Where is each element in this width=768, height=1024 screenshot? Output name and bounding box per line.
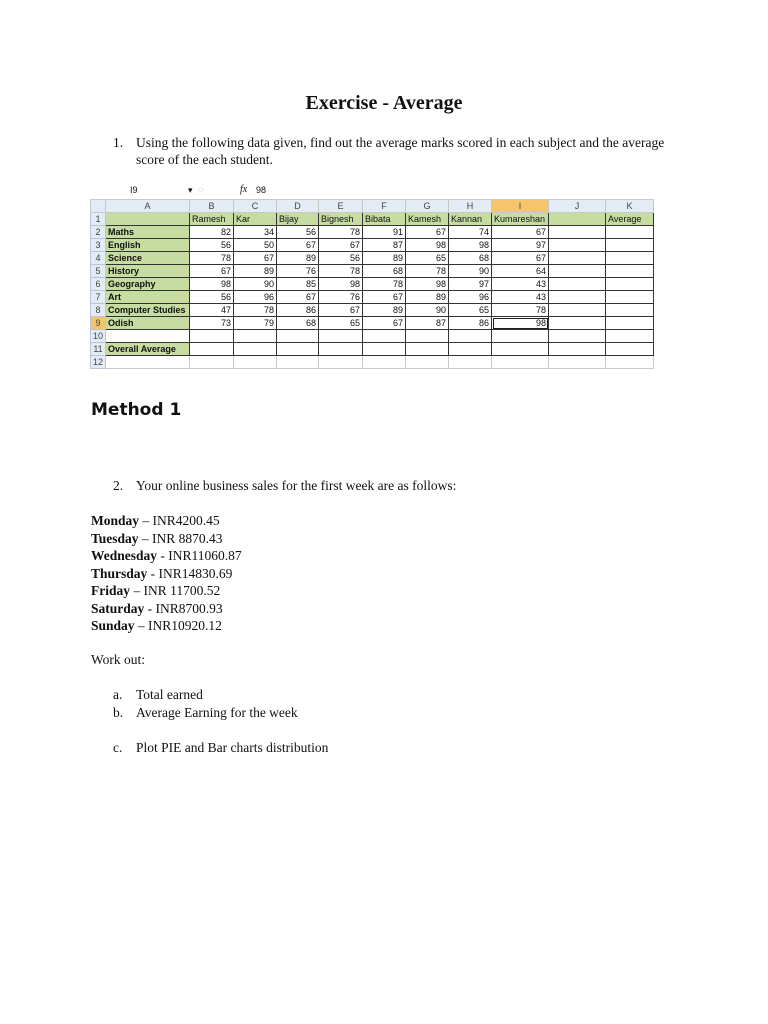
score-cell: 74	[449, 226, 492, 239]
cell	[549, 252, 606, 265]
overall-average-row	[91, 343, 654, 356]
score-cell: 82	[190, 226, 234, 239]
cell	[549, 291, 606, 304]
score-cell: 86	[449, 317, 492, 330]
function-wizard-icon: ◌	[198, 184, 204, 194]
day-name: Tuesday	[91, 530, 139, 546]
header-cell: Bignesh	[319, 213, 363, 226]
score-cell: 98	[190, 278, 234, 291]
sales-item	[91, 600, 242, 618]
list-letter: c.	[113, 739, 123, 755]
header-cell: Bibata	[363, 213, 406, 226]
cell	[549, 356, 606, 369]
cell	[190, 330, 234, 343]
score-cell: 67	[492, 252, 549, 265]
cell	[606, 278, 654, 291]
table-row	[91, 356, 654, 369]
score-cell: 96	[449, 291, 492, 304]
score-cell: 67	[363, 317, 406, 330]
day-name: Friday	[91, 583, 130, 598]
cell	[449, 343, 492, 356]
table-row	[91, 239, 654, 252]
cell	[549, 278, 606, 291]
score-cell: 65	[449, 304, 492, 317]
score-cell: 96	[234, 291, 277, 304]
amount: INR 11700.52	[143, 583, 221, 598]
day-name: Wednesday	[91, 548, 158, 563]
score-cell: 78	[363, 278, 406, 291]
score-cell: 67	[277, 239, 319, 252]
header-cell: Average	[606, 213, 654, 226]
score-cell: 67	[319, 304, 363, 317]
score-cell: 78	[319, 226, 363, 239]
cell	[319, 330, 363, 343]
score-cell: 89	[277, 252, 319, 265]
score-cell: 90	[234, 278, 277, 291]
cell	[363, 330, 406, 343]
cell	[492, 343, 549, 356]
table-row	[91, 304, 654, 317]
score-cell: 65	[406, 252, 449, 265]
separator: -	[147, 565, 159, 581]
row-number: 7	[91, 291, 106, 304]
cell	[606, 226, 654, 239]
row-number: 5	[91, 265, 106, 278]
header-cell: Kannan	[449, 213, 492, 226]
score-cell: 79	[234, 317, 277, 330]
separator: –	[139, 513, 153, 528]
row-number: 8	[91, 304, 106, 317]
row-number: 9	[91, 317, 106, 330]
amount: INR10920.12	[148, 618, 222, 633]
score-cell: 90	[406, 304, 449, 317]
subject-cell: English	[106, 239, 190, 252]
subject-cell: Art	[106, 291, 190, 304]
score-cell: 98	[319, 278, 363, 291]
score-cell: 98	[449, 239, 492, 252]
list-letter: a.	[113, 687, 123, 702]
dropdown-arrow-icon: ▾	[188, 185, 193, 195]
score-cell: 78	[234, 304, 277, 317]
score-cell: 89	[406, 291, 449, 304]
cell	[449, 330, 492, 343]
cell	[549, 239, 606, 252]
column-letter: I	[492, 200, 549, 213]
score-cell: 76	[319, 291, 363, 304]
cell	[549, 226, 606, 239]
row-number: 2	[91, 226, 106, 239]
subject-cell: Maths	[106, 226, 190, 239]
amount: INR 8870.43	[152, 530, 223, 546]
row-number: 4	[91, 252, 106, 265]
cell	[492, 356, 549, 369]
formula-bar	[90, 183, 680, 199]
score-cell: 67	[277, 291, 319, 304]
column-letter: K	[606, 200, 654, 213]
table-row	[91, 226, 654, 239]
header-cell	[549, 213, 606, 226]
score-cell: 56	[277, 226, 319, 239]
score-cell: 89	[363, 252, 406, 265]
cell	[492, 330, 549, 343]
cell	[606, 252, 654, 265]
question-1	[113, 134, 683, 168]
table-row	[91, 330, 654, 343]
subject-cell: Science	[106, 252, 190, 265]
cell	[606, 265, 654, 278]
amount: INR11060.87	[168, 548, 242, 563]
day-name: Saturday	[91, 600, 145, 616]
cell	[277, 330, 319, 343]
question-text: Using the following data given, find out the average marks scored in each subject and the average score of the each student.	[136, 135, 665, 167]
cell	[549, 304, 606, 317]
score-cell: 98	[492, 317, 549, 330]
score-cell: 56	[190, 291, 234, 304]
column-letter: G	[406, 200, 449, 213]
row-number: 1	[91, 213, 106, 226]
row-number: 12	[91, 356, 106, 369]
cell	[606, 343, 654, 356]
cell	[606, 291, 654, 304]
score-cell: 90	[449, 265, 492, 278]
score-cell: 43	[492, 291, 549, 304]
cell	[549, 343, 606, 356]
question-2	[113, 478, 457, 494]
table-row	[91, 252, 654, 265]
score-cell: 87	[406, 317, 449, 330]
cell	[549, 330, 606, 343]
cell	[277, 343, 319, 356]
score-cell: 67	[319, 239, 363, 252]
score-cell: 89	[363, 304, 406, 317]
list-text: Average Earning for the week	[136, 704, 298, 720]
overall-average-label: Overall Average	[106, 343, 190, 356]
sales-item	[91, 512, 242, 530]
sales-item	[91, 530, 242, 548]
cell	[363, 356, 406, 369]
column-letter: A	[106, 200, 190, 213]
sales-item	[91, 547, 242, 565]
amount: INR4200.45	[152, 513, 220, 528]
row-number: 3	[91, 239, 106, 252]
score-cell: 86	[277, 304, 319, 317]
page-title: Exercise - Average	[305, 92, 463, 114]
score-cell: 67	[406, 226, 449, 239]
list-text: Plot PIE and Bar charts distribution	[136, 739, 329, 755]
score-cell: 68	[449, 252, 492, 265]
score-cell: 97	[449, 278, 492, 291]
cell	[234, 330, 277, 343]
separator: -	[157, 548, 169, 563]
method-heading: Method 1	[91, 400, 182, 420]
subject-cell: Computer Studies	[106, 304, 190, 317]
sheet-grid	[90, 199, 654, 369]
column-letter: F	[363, 200, 406, 213]
formula-value: 98	[256, 185, 267, 195]
header-cell: Kar	[234, 213, 277, 226]
subject-cell: Odish	[106, 317, 190, 330]
column-letter: D	[277, 200, 319, 213]
table-row	[91, 278, 654, 291]
spreadsheet-screenshot	[90, 183, 680, 369]
cell	[234, 356, 277, 369]
score-cell: 78	[190, 252, 234, 265]
header-cell	[106, 213, 190, 226]
cell	[319, 343, 363, 356]
row-number: 11	[91, 343, 106, 356]
score-cell: 34	[234, 226, 277, 239]
separator: -	[144, 600, 156, 616]
score-cell: 43	[492, 278, 549, 291]
day-name: Monday	[91, 513, 140, 528]
amount: INR14830.69	[158, 565, 233, 581]
sales-item	[91, 617, 242, 635]
cell	[606, 239, 654, 252]
cell	[277, 356, 319, 369]
column-letter: B	[190, 200, 234, 213]
header-cell: Kumareshan	[492, 213, 549, 226]
cell	[449, 356, 492, 369]
score-cell: 98	[406, 239, 449, 252]
cell	[606, 330, 654, 343]
score-cell: 73	[190, 317, 234, 330]
table-row	[91, 265, 654, 278]
separator: –	[134, 618, 149, 633]
cell	[549, 317, 606, 330]
score-cell: 78	[406, 265, 449, 278]
subject-cell: Geography	[106, 278, 190, 291]
score-cell: 67	[190, 265, 234, 278]
score-cell: 91	[363, 226, 406, 239]
score-cell: 56	[319, 252, 363, 265]
cell	[234, 343, 277, 356]
amount: INR8700.93	[155, 600, 223, 616]
column-letter: H	[449, 200, 492, 213]
separator: –	[138, 530, 153, 546]
score-cell: 64	[492, 265, 549, 278]
cell	[606, 304, 654, 317]
score-cell: 85	[277, 278, 319, 291]
day-name: Thursday	[91, 565, 148, 581]
cell	[190, 356, 234, 369]
score-cell: 67	[363, 291, 406, 304]
score-cell: 47	[190, 304, 234, 317]
header-cell: Kamesh	[406, 213, 449, 226]
score-cell: 68	[363, 265, 406, 278]
score-cell: 98	[406, 278, 449, 291]
list-text: Total earned	[136, 687, 203, 702]
cell	[406, 343, 449, 356]
score-cell: 65	[319, 317, 363, 330]
name-box: I9	[130, 185, 138, 195]
day-name: Sunday	[91, 618, 135, 633]
row-number: 6	[91, 278, 106, 291]
score-cell: 67	[234, 252, 277, 265]
question-number: 2.	[113, 478, 124, 493]
question-number: 1.	[113, 135, 124, 150]
score-cell: 78	[319, 265, 363, 278]
score-cell: 97	[492, 239, 549, 252]
cell	[106, 356, 190, 369]
cell	[606, 317, 654, 330]
table-row	[91, 317, 654, 330]
cell	[190, 343, 234, 356]
cell	[606, 356, 654, 369]
column-letter: J	[549, 200, 606, 213]
score-cell: 89	[234, 265, 277, 278]
select-all-corner	[91, 200, 106, 213]
cell	[406, 356, 449, 369]
question-text: Your online business sales for the first week are as follows:	[136, 478, 457, 493]
table-row	[91, 291, 654, 304]
column-letter: C	[234, 200, 277, 213]
header-cell: Ramesh	[190, 213, 234, 226]
score-cell: 87	[363, 239, 406, 252]
cell	[319, 356, 363, 369]
column-header-row	[91, 200, 654, 213]
header-cell: Bijay	[277, 213, 319, 226]
cell	[549, 265, 606, 278]
work-out-label: Work out:	[91, 652, 146, 667]
fx-icon: fx	[240, 184, 248, 195]
score-cell: 67	[492, 226, 549, 239]
subject-cell: History	[106, 265, 190, 278]
cell	[406, 330, 449, 343]
score-cell: 76	[277, 265, 319, 278]
cell	[106, 330, 190, 343]
list-letter: b.	[113, 704, 124, 720]
score-cell: 50	[234, 239, 277, 252]
column-letter: E	[319, 200, 363, 213]
score-cell: 78	[492, 304, 549, 317]
sales-item	[91, 582, 242, 600]
header-row	[91, 213, 654, 226]
score-cell: 56	[190, 239, 234, 252]
row-number: 10	[91, 330, 106, 343]
cell	[363, 343, 406, 356]
data-rows	[91, 226, 654, 330]
sales-item	[91, 565, 242, 583]
score-cell: 68	[277, 317, 319, 330]
separator: –	[130, 583, 144, 598]
sales-list	[91, 512, 242, 635]
